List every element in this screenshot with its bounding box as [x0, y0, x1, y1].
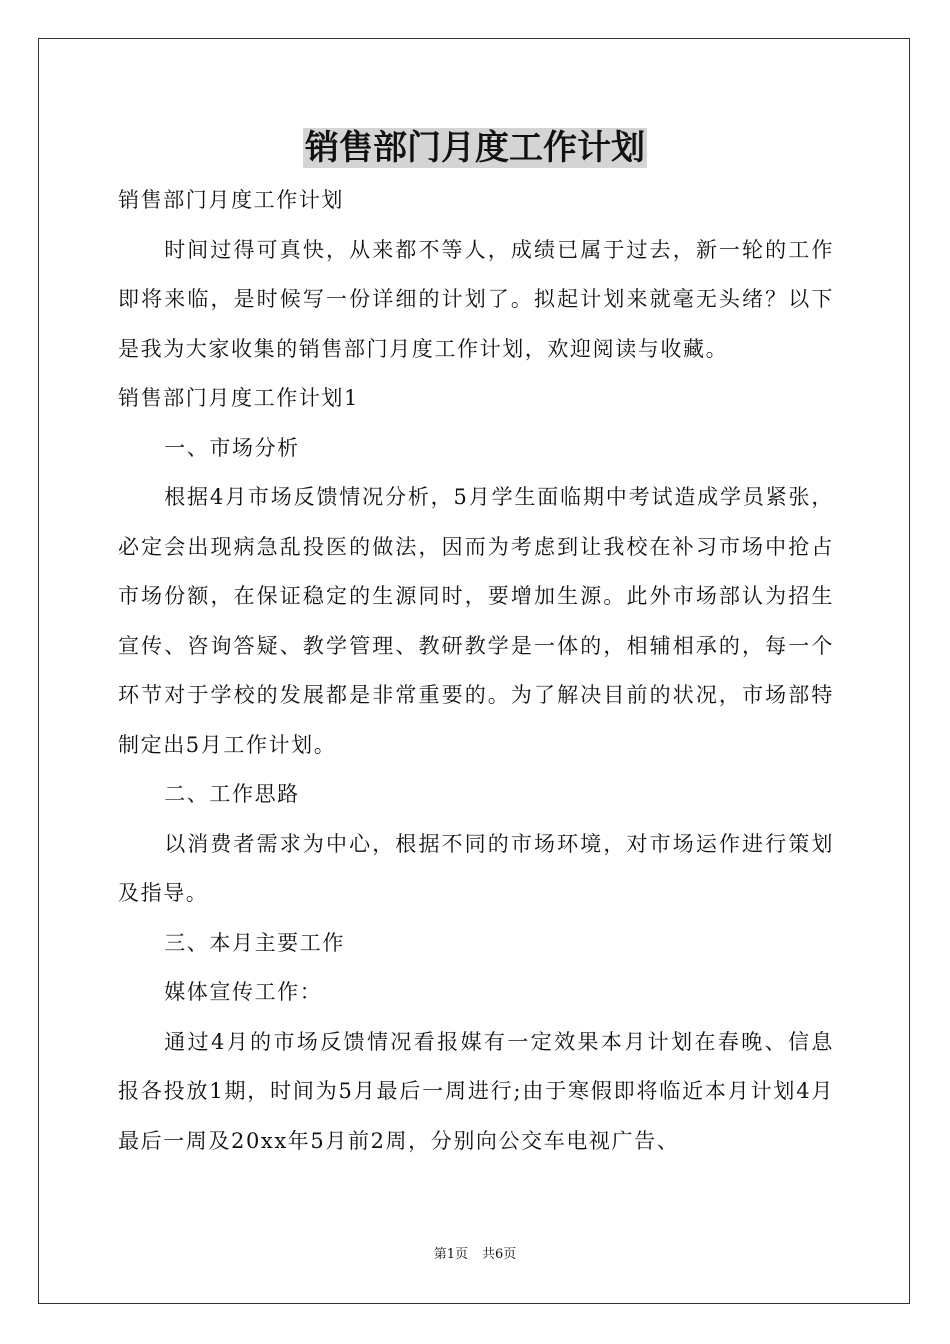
paragraph-6: 以消费者需求为中心，根据不同的市场环境，对市场运作进行策划及指导。 — [118, 831, 834, 905]
paragraph-1: 时间过得可真快，从来都不等人，成绩已属于过去，新一轮的工作即将来临，是时候写一份详细的计划了。拟起计划来就毫无头绪？以下是我为大家收集的销售部门月度工作计划，欢迎阅读与收藏。 — [118, 237, 834, 361]
paragraph-9: 通过4月的市场反馈情况看报媒有一定效果本月计划在春晚、信息报各投放1期，时间为5月最后一周进行;由于寒假即将临近本月计划4月最后一周及20xx年5月前2周，分别向公交车电视广告、 — [118, 1029, 834, 1153]
paragraph-2: 销售部门月度工作计划1 — [118, 386, 359, 410]
paragraph-5: 二、工作思路 — [164, 782, 300, 806]
paragraph-7: 三、本月主要工作 — [164, 930, 345, 955]
document-title: 销售部门月度工作计划 — [305, 128, 645, 168]
paragraph-0: 销售部门月度工作计划 — [118, 188, 344, 212]
page-number: 第1页 — [433, 1247, 468, 1262]
page-footer — [0, 1246, 950, 1264]
paragraph-8: 媒体宣传工作： — [164, 980, 323, 1004]
title-area — [0, 128, 950, 168]
paragraph-4: 根据4月市场反馈情况分析，5月学生面临期中考试造成学员紧张，必定会出现病急乱投医的做法，因而为考虑到让我校在补习市场中抢占市场份额，在保证稳定的生源同时，要增加生源。此外市场部认为招生宣传、咨询答疑、教学管理、教研教学是一体的，相辅相承的，每一个环节对于学校的发展都是非常重要的。为了解决目前的状况，市场部特制定出5月工作计划。 — [118, 485, 834, 757]
page-total: 共6页 — [482, 1247, 517, 1262]
paragraph-3: 一、市场分析 — [164, 435, 300, 460]
document-body — [118, 176, 834, 1166]
